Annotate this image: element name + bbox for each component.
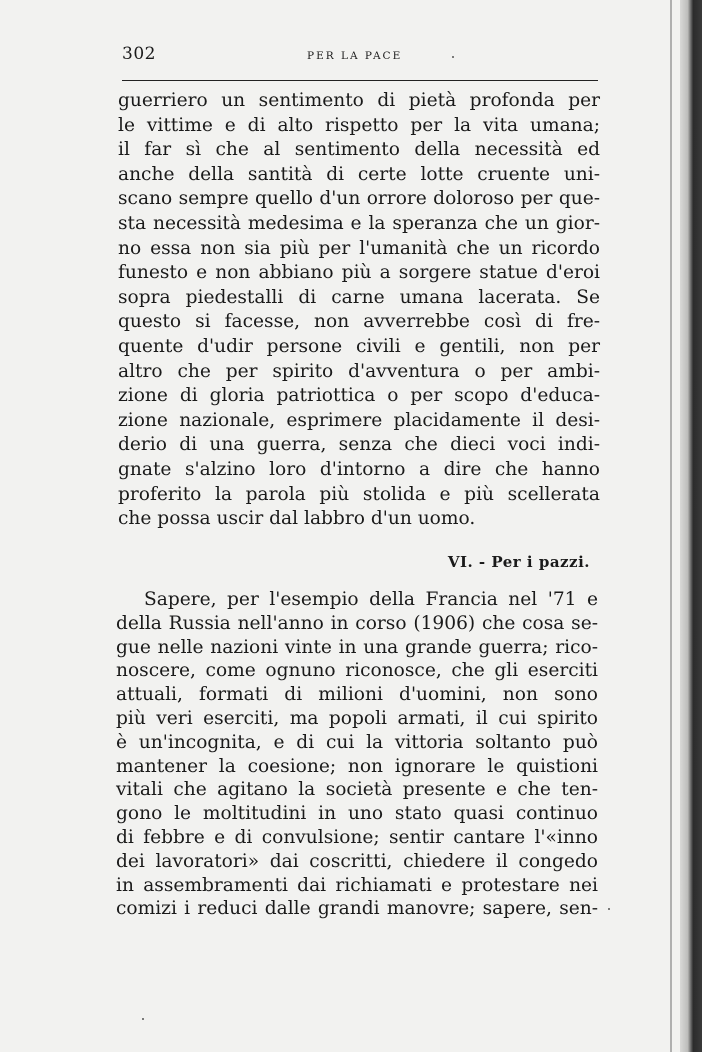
text-line: gnate s'alzino loro d'intorno a dire che hanno [118, 458, 600, 480]
paragraph-1 [118, 89, 600, 532]
text-line: no essa non sia più per l'umanità che un ricordo [118, 237, 600, 259]
paragraph-2 [116, 588, 598, 921]
text-line: il far sì che al sentimento della necessità ed [118, 139, 600, 161]
text-line: vitali che agitano la società presente e che ten- [116, 779, 598, 801]
paper-speck [452, 56, 454, 58]
text-line: gue nelle nazioni vinte in una grande guerra; rico- [116, 636, 598, 658]
text-line: proferito la parola più stolida e più scellerata [118, 483, 600, 505]
text-line: in assembramenti dai richiamati e protestare nei [116, 874, 598, 896]
text-line: più veri eserciti, ma popoli armati, il cui spirito [116, 707, 598, 729]
header-rule [122, 80, 598, 81]
text-line: anche della santità di certe lotte cruente uni- [118, 163, 600, 185]
text-line: di febbre e di convulsione; sentir cantare l'«inno [116, 826, 598, 848]
page-edge [680, 0, 702, 1052]
text-line: Sapere, per l'esempio della Francia nel '71 e [144, 589, 598, 610]
text-line: sta necessità medesima e la speranza che un gior- [118, 212, 600, 234]
text-line: è un'incognita, e di cui la vittoria soltanto può [116, 731, 598, 753]
page-number: 302 [122, 44, 156, 64]
paper-speck [608, 908, 610, 910]
text-line: derio di una guerra, senza che dieci voci indi- [118, 434, 600, 456]
text-line: zione nazionale, esprimere placidamente il desi- [118, 409, 600, 431]
text-line: che possa uscir dal labbro d'un uomo. [118, 508, 476, 530]
text-line: gono le moltitudini in uno stato quasi continuo [116, 803, 598, 825]
text-line: mantener la coesione; non ignorare le quistioni [116, 755, 598, 777]
text-line: attuali, formati di milioni d'uomini, non sono [116, 684, 598, 706]
text-line: questo si facesse, non avverrebbe così di fre- [118, 311, 600, 333]
text-line: scano sempre quello d'un orrore doloroso per que- [118, 188, 600, 210]
text-line: guerriero un sentimento di pietà profonda per [118, 90, 600, 111]
text-line: comizi i reduci dalle grandi manovre; sapere, sen- [116, 898, 598, 920]
running-title: PER LA PACE [307, 50, 403, 62]
text-line: noscere, come ognuno riconosce, che gli eserciti [116, 660, 598, 682]
text-line: altro che per spirito d'avventura o per ambi- [118, 360, 600, 382]
section-heading: VI. - Per i pazzi. [447, 553, 590, 571]
text-line: della Russia nell'anno in corso (1906) che cosa se- [116, 612, 598, 634]
text-line: quente d'udir persone civili e gentili, non per [118, 335, 600, 357]
page-header [122, 44, 600, 70]
text-line: le vittime e di alto rispetto per la vita umana; [118, 114, 600, 136]
text-line: dei lavoratori» dai coscritti, chiedere il congedo [116, 850, 598, 872]
paper-speck [142, 1018, 144, 1020]
text-line: sopra piedestalli di carne umana lacerata. Se [118, 286, 600, 308]
text-line: funesto e non abbiano più a sorgere statue d'eroi [118, 262, 600, 284]
text-line: zione di gloria patriottica o per scopo d'educa- [118, 385, 600, 407]
page-fold-shadow [670, 0, 672, 1052]
